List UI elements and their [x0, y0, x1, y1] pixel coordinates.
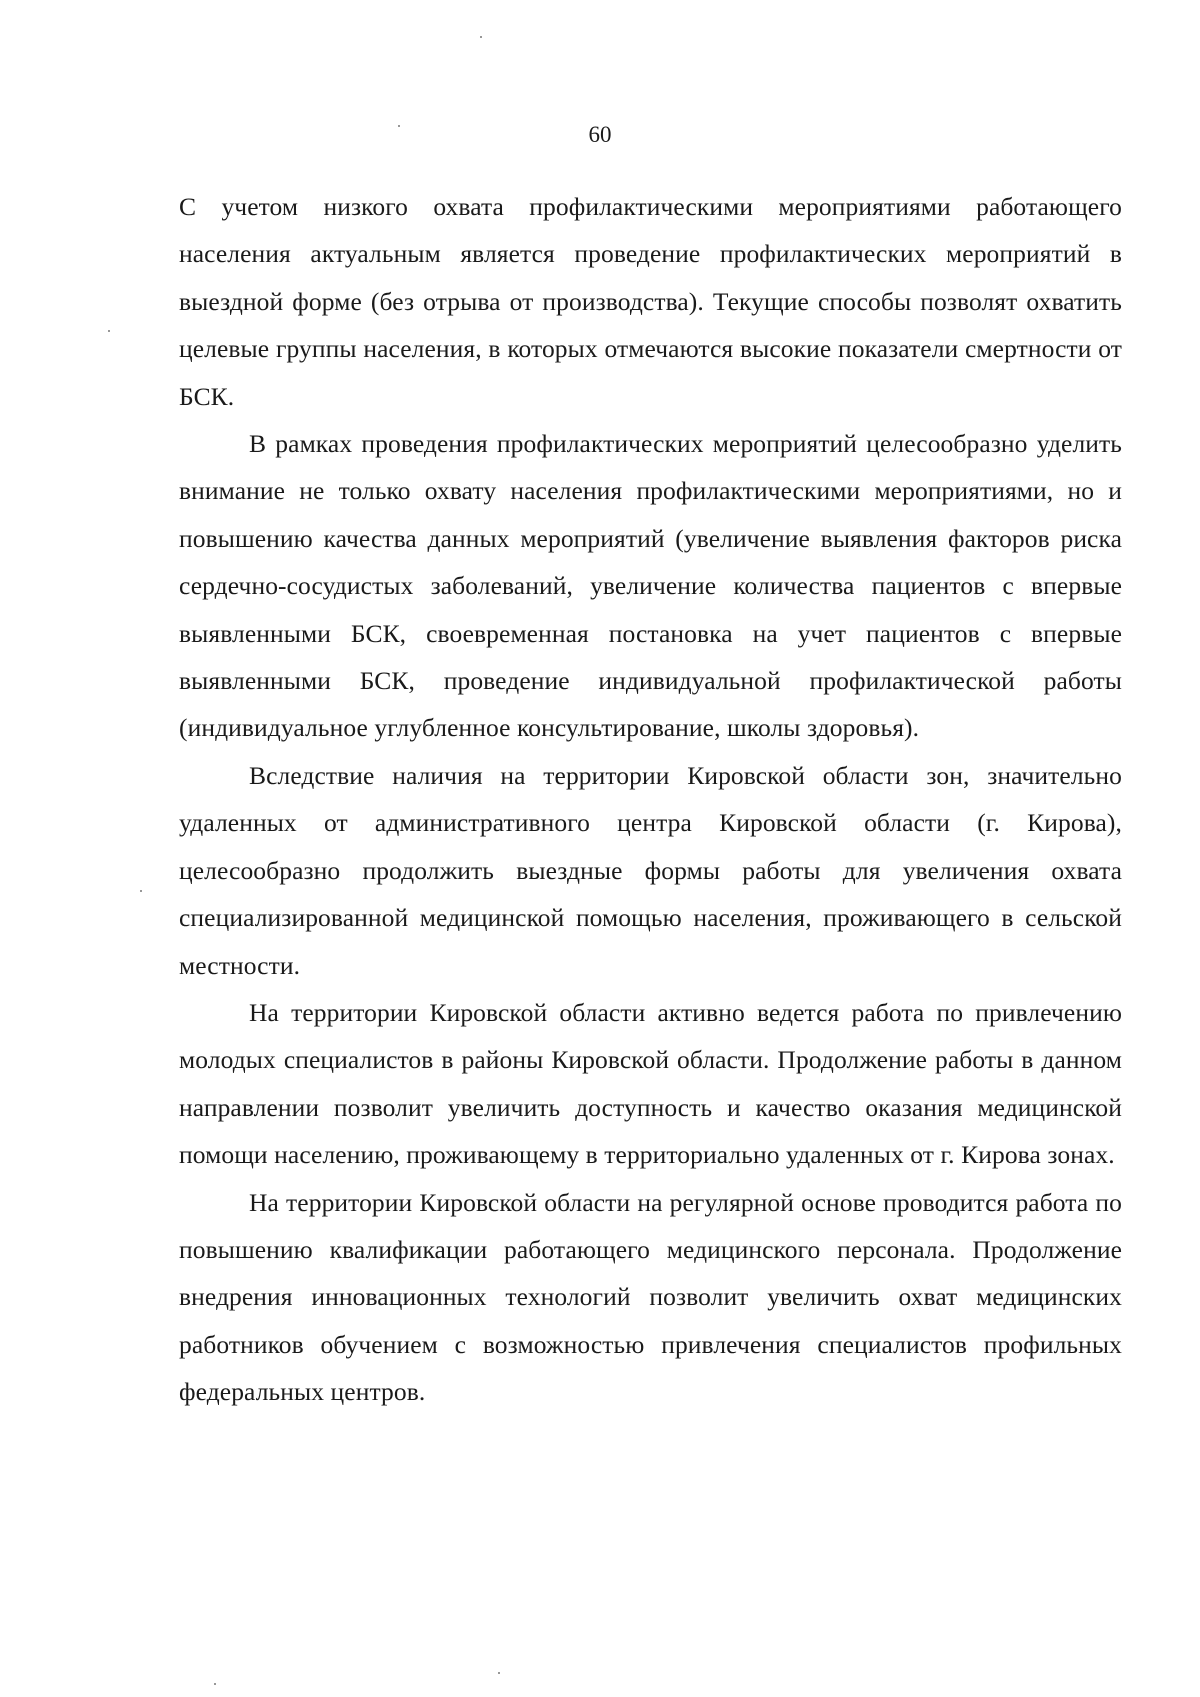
scan-speck [108, 330, 110, 332]
paragraph-1: С учетом низкого охвата профилактическими мероприятиями работающего населения актуальным является проведение профилактических мероприятий в выездной форме (без отрыва от производства). Текущие способы позволят охватить целевые группы населения, в которых отмечаются высокие показатели смертности от БСК. [179, 192, 1122, 411]
scan-speck [140, 890, 142, 892]
scan-speck [498, 1672, 500, 1674]
paragraph-5: На территории Кировской области на регулярной основе проводится работа по повышению квалификации работающего медицинского персонала. Продолжение внедрения инновационных технологий позволит увеличить охват медицинских работников обучением с возможностью привлечения специалистов профильных федеральных центров. [179, 1187, 1122, 1407]
body-text [179, 183, 1122, 1416]
page-number: 60 [588, 122, 612, 147]
scan-speck [214, 1683, 216, 1685]
paragraph-2: В рамках проведения профилактических мероприятий целесообразно уделить внимание не только охвату населения профилактическими мероприятиями, но и повышению качества данных мероприятий (увеличение выявления факторов риска сердечно-сосудистых заболеваний, увеличение количества пациентов с впервые выявленными БСК, своевременная постановка на учет пациентов с впервые выявленными БСК, проведение индивидуальной профилактической работы (индивидуальное углубленное консультирование, школы здоровья). [179, 429, 1122, 743]
scan-speck [398, 125, 400, 127]
scan-speck [480, 36, 482, 38]
paragraph-3: Вследствие наличия на территории Кировской области зон, значительно удаленных от административного центра Кировской области (г. Кирова), целесообразно продолжить выездные формы работы для увеличения охвата специализированной медицинской помощью населения, проживающего в сельской местности. [179, 760, 1122, 980]
paragraph-4: На территории Кировской области активно ведется работа по привлечению молодых специалистов в районы Кировской области. Продолжение работы в данном направлении позволит увеличить доступность и качество оказания медицинской помощи населению, проживающему в территориально удаленных от г. Кирова зонах. [179, 997, 1122, 1170]
